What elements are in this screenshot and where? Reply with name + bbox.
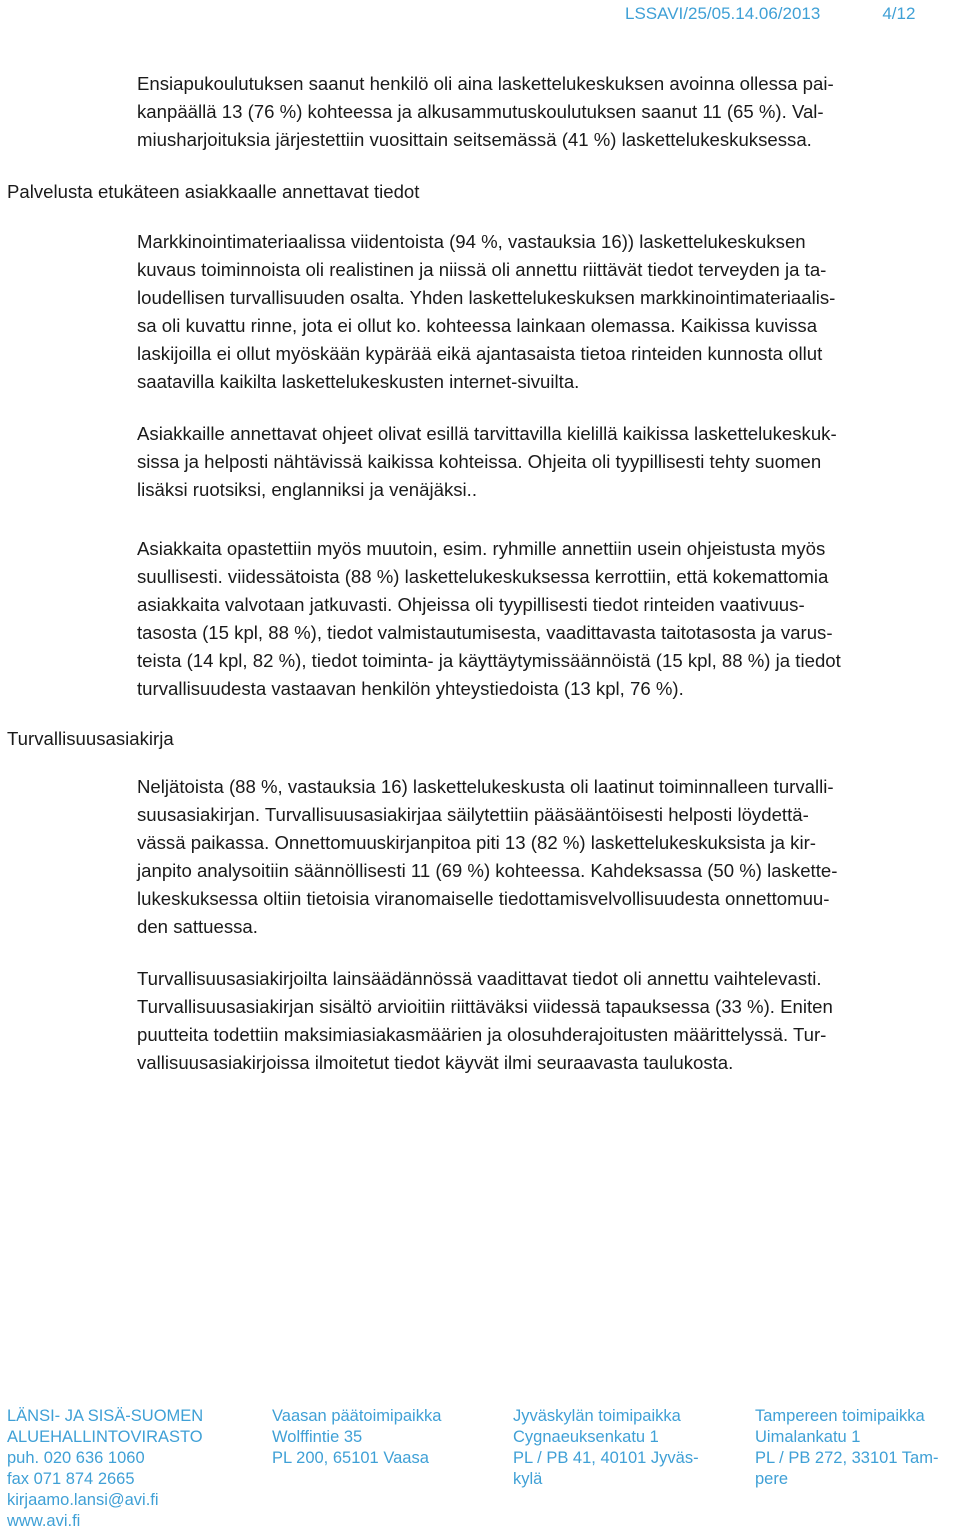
text-line: Neljätoista (88 %, vastauksia 16) laskettelukeskusta oli laatinut toiminnalleen turvalli- <box>137 776 834 797</box>
office-postal: PL 200, 65101 Vaasa <box>272 1449 429 1467</box>
text-line: vässä paikassa. Onnettomuuskirjanpitoa piti 13 (82 %) laskettelukeskuksista ja kir- <box>137 832 816 853</box>
page-number: 4/12 <box>882 4 916 23</box>
text-line: lukeskuksessa oltiin tietoisia viranomaiselle tiedottamisvelvollisuudesta onnettomuu- <box>137 888 830 909</box>
text-line: kanpäällä 13 (76 %) kohteessa ja alkusammutuskoulutuksen saanut 11 (65 %). Val- <box>137 101 824 122</box>
office-name: Vaasan päätoimipaikka <box>272 1407 442 1425</box>
text-line: suusasiakirjan. Turvallisuusasiakirjaa säilytettiin pääsääntöisesti helposti löydettä- <box>137 804 809 825</box>
section-heading-customer-information: Palvelusta etukäteen asiakkaalle annettavat tiedot <box>7 181 420 202</box>
agency-name-line: LÄNSI- JA SISÄ-SUOMEN <box>7 1407 204 1425</box>
marketing-paragraph <box>137 228 959 396</box>
text-line: Asiakkaita opastettiin myös muutoin, esim. ryhmille annettiin usein ohjeistusta myös <box>137 538 826 559</box>
phone-number: puh. 020 636 1060 <box>7 1449 145 1467</box>
text-line: saatavilla kaikilta laskettelukeskusten internet-sivuilta. <box>137 371 580 392</box>
instructions-paragraph <box>137 420 959 504</box>
fax-number: fax 071 874 2665 <box>7 1470 135 1488</box>
text-line: Turvallisuusasiakirjan sisältö arvioitiin riittäväksi viidessä tapauksessa (33 %). Eniten <box>137 996 833 1017</box>
footer-vaasa-office <box>272 1406 441 1469</box>
footer-jyvaskyla-office <box>513 1406 699 1490</box>
text-line: teista (14 kpl, 82 %), tiedot toiminta- ja käyttäytymissäännöistä (15 kpl, 88 %) ja tiedot <box>137 650 841 671</box>
office-postal: PL / PB 41, 40101 Jyväs- <box>513 1449 699 1467</box>
website-link[interactable]: www.avi.fi <box>7 1512 81 1530</box>
text-line: miusharjoituksia järjestettiin vuosittain seitsemässä (41 %) laskettelukeskuksessa. <box>137 129 812 150</box>
footer-tampere-office <box>755 1406 938 1490</box>
office-street: Uimalankatu 1 <box>755 1428 861 1446</box>
office-name: Jyväskylän toimipaikka <box>513 1407 681 1425</box>
email-link[interactable]: kirjaamo.lansi@avi.fi <box>7 1491 159 1509</box>
intro-paragraph <box>137 70 959 154</box>
text-line: sa oli kuvattu rinne, jota ei ollut ko. kohteessa lainkaan olemassa. Kaikissa kuvissa <box>137 315 818 336</box>
text-line: janpito analysoitiin säännöllisesti 11 (69 %) kohteessa. Kahdeksassa (50 %) laskette- <box>137 860 838 881</box>
text-line: kuvaus toiminnoista oli realistinen ja niissä oli annettu riittävät tiedot terveyden ja ta- <box>137 259 827 280</box>
guidance-paragraph <box>137 535 959 703</box>
text-line: lisäksi ruotsiksi, englanniksi ja venäjäksi.. <box>137 479 477 500</box>
office-name: Tampereen toimipaikka <box>755 1407 925 1425</box>
text-line: Turvallisuusasiakirjoilta lainsäädännössä vaadittavat tiedot oli annettu vaihtelevasti. <box>137 968 822 989</box>
text-line: turvallisuudesta vastaavan henkilön yhteystiedoista (13 kpl, 76 %). <box>137 678 684 699</box>
office-postal: pere <box>755 1470 789 1488</box>
text-line: asiakkaita valvotaan jatkuvasti. Ohjeissa oli tyypillisesti tiedot rinteiden vaativuus- <box>137 594 805 615</box>
text-line: sissa ja helposti nähtävissä kaikissa kohteissa. Ohjeita oli tyypillisesti tehty suomen <box>137 451 822 472</box>
reference-number: LSSAVI/25/05.14.06/2013 <box>625 4 821 23</box>
text-line: Markkinointimateriaalissa viidentoista (94 %, vastauksia 16)) laskettelukeskuksen <box>137 231 806 252</box>
office-street: Cygnaeuksenkatu 1 <box>513 1428 659 1446</box>
text-line: tasosta (15 kpl, 88 %), tiedot valmistautumisesta, vaadittavasta taitotasosta ja varus- <box>137 622 833 643</box>
text-line: laskijoilla ei ollut myöskään kypärää eikä ajantasaista tietoa rinteiden kunnosta ollut <box>137 343 823 364</box>
footer-agency-contact <box>7 1406 203 1532</box>
text-line: Ensiapukoulutuksen saanut henkilö oli aina laskettelukeskuksen avoinna ollessa pai- <box>137 73 834 94</box>
safety-document-content-paragraph <box>137 965 959 1077</box>
text-line: den sattuessa. <box>137 916 258 937</box>
text-line: loudellisen turvallisuuden osalta. Yhden laskettelukeskuksen markkinointimateriaalis- <box>137 287 836 308</box>
text-line: suullisesti. viidessätoista (88 %) laskettelukeskuksessa kerrottiin, että kokemattomia <box>137 566 829 587</box>
document-reference <box>625 4 915 24</box>
agency-name-line: ALUEHALLINTOVIRASTO <box>7 1428 203 1446</box>
office-postal: kylä <box>513 1470 543 1488</box>
office-street: Wolffintie 35 <box>272 1428 363 1446</box>
section-heading-safety-document: Turvallisuusasiakirja <box>7 728 174 749</box>
text-line: Asiakkaille annettavat ohjeet olivat esillä tarvittavilla kielillä kaikissa laskettelukeskuk- <box>137 423 837 444</box>
text-line: puutteita todettiin maksimiasiakasmäärien ja olosuhderajoitusten määrittelyssä. Tur- <box>137 1024 827 1045</box>
text-line: vallisuusasiakirjoissa ilmoitetut tiedot käyvät ilmi seuraavasta taulukosta. <box>137 1052 734 1073</box>
office-postal: PL / PB 272, 33101 Tam- <box>755 1449 939 1467</box>
safety-document-paragraph <box>137 773 959 941</box>
